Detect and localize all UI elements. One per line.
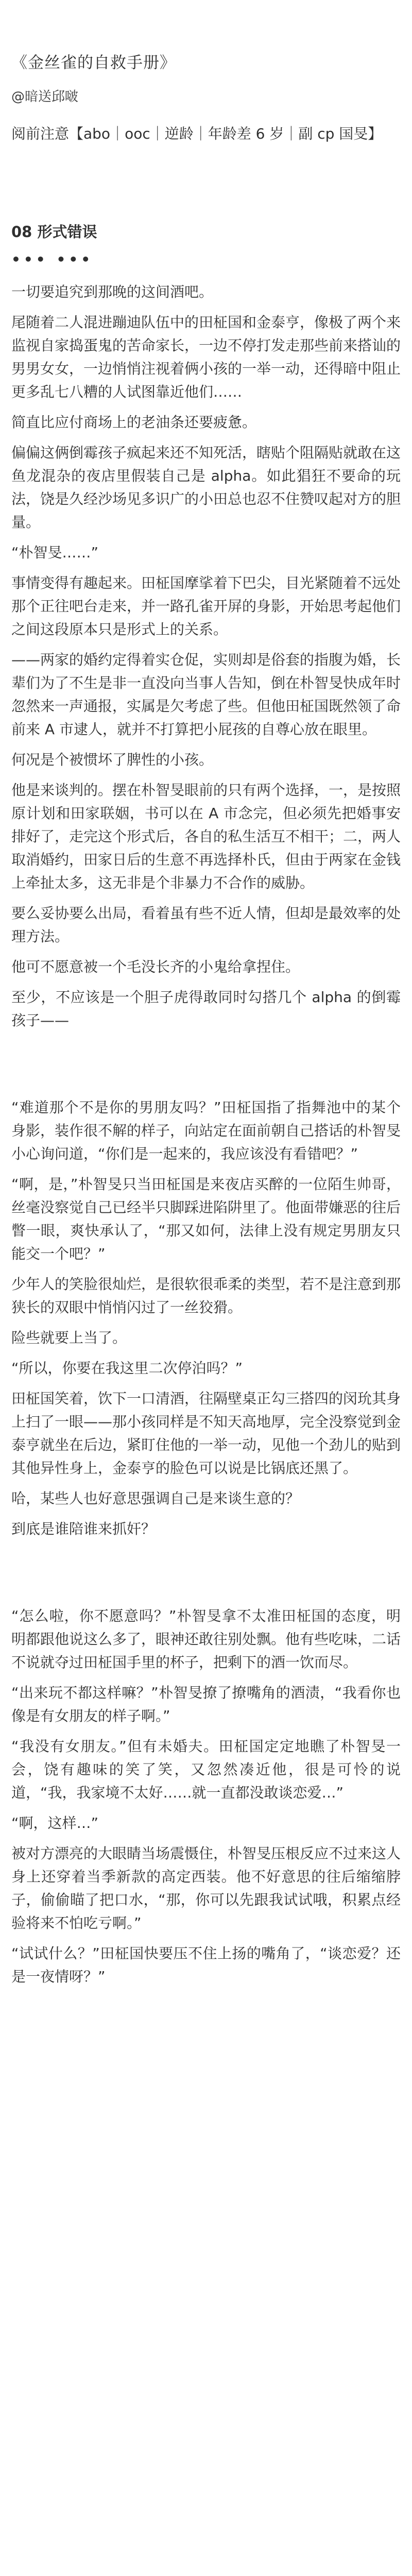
paragraph: 要么妥协要么出局，看着虽有些不近人情，但却是最效率的处理方法。: [11, 905, 401, 945]
paragraph: “出来玩不都这样嘛？”朴智旻撩了撩嘴角的酒渍，“我看你也像是有女朋友的样子啊。”: [11, 1684, 401, 1724]
paragraph: 简直比应付商场上的老油条还要疲惫。: [11, 414, 257, 431]
chapter-heading: 08 形式错误: [11, 223, 97, 241]
section-gap: [11, 1039, 401, 1096]
paragraph: 田柾国笑着，饮下一口清酒，往隔壁桌正勾三搭四的闵玧其身上扫了一眼——那小孩同样是不知天高地厚，完全没察觉到金泰亨就坐在后边，紧盯住他的一举一动，见他一个劲儿的贴到其他异性身上，金泰亨的脸色可以说是比锅底还黑了。: [11, 1390, 401, 1477]
paragraph: 他是来谈判的。摆在朴智旻眼前的只有两个选择，一，是按照原计划和田家联姻，书可以在 A 市念完，但必须先把婚事安排好了，走完这个形式后，各自的私生活互不相干；二，两人取消婚约，田家日后的生意不再选择朴氏，但由于两家在金钱上牵扯太多，这无非是个非暴力不合作的威胁。: [11, 782, 401, 891]
body-section-3: [11, 1604, 401, 1988]
paragraph: “难道那个不是你的男朋友吗？”田柾国指了指舞池中的某个身影，装作很不解的样子，向站定在面前朝自己搭话的朴智旻小心询问道，“你们是一起来的，我应该没有看错吧？”: [11, 1099, 401, 1162]
paragraph: 险些就要上当了。: [11, 1329, 127, 1346]
reading-notice: 阅前注意【abo｜ooc｜逆龄｜年龄差 6 岁｜副 cp 国旻】: [11, 125, 383, 142]
paragraph: 尾随着二人混进蹦迪队伍中的田柾国和金泰亨，像极了两个来监视自家捣蛋鬼的苦命家长，一边不停打发走那些前来搭讪的男男女女，一边悄悄注视着俩小孩的一举一动，还得暗中阻止更多乱七八糟的人试图靠近他们……: [11, 314, 401, 400]
paragraph: “怎么啦，你不愿意吗？”朴智旻拿不太准田柾国的态度，明明都跟他说这么多了，眼神还敢往别处飘。他有些吃味，二话不说就夺过田柾国手里的杯子，把剩下的酒一饮而尽。: [11, 1607, 401, 1671]
paragraph: ——两家的婚约定得着实仓促，实则却是俗套的指腹为婚，长辈们为了不生是非一直没向当事人告知，倒在朴智旻快成年时忽然来一声通报，实属是欠考虑了些。但他田柾国既然领了命前来 A 市逮人，就并不打算把小屁孩的自尊心放在眼里。: [11, 651, 401, 738]
paragraph: 被对方漂亮的大眼睛当场震慑住，朴智旻压根反应不过来这人身上还穿着当季新款的高定西装。他不好意思的往后缩缩脖子，偷偷瞄了把口水，“那，你可以先跟我试试哦，积累点经验将来不怕吃亏啊。”: [11, 1845, 401, 1931]
paragraph: “啊，是，”朴智旻只当田柾国是来夜店买醉的一位陌生帅哥，丝毫没察觉自己已经半只脚踩进陷阱里了。他面带嫌恶的往后瞥一眼，爽快承认了，“那又如何，法律上没有规定男朋友只能交一个吧？”: [11, 1176, 401, 1262]
paragraph: 偏偏这俩倒霉孩子疯起来还不知死活，瞎贴个阻隔贴就敢在这鱼龙混杂的夜店里假装自己是 alpha。如此猖狂不要命的玩法，饶是久经沙场见多识广的小田总也忍不住赞叹起对方的胆量。: [11, 444, 401, 531]
paragraph: 哈，某些人也好意思强调自己是来谈生意的？: [11, 1490, 300, 1507]
paragraph: 一切要追究到那晚的这间酒吧。: [11, 283, 214, 300]
paragraph: 至少，不应该是一个胆子虎得敢同时勾搭几个 alpha 的倒霉孩子——: [11, 989, 401, 1029]
paragraph: 何况是个被惯坏了脾性的小孩。: [11, 751, 214, 768]
paragraph: 他可不愿意被一个毛没长齐的小鬼给拿捏住。: [11, 958, 300, 975]
paragraph: “所以，你要在我这里二次停泊吗？”: [11, 1360, 243, 1377]
paragraph: “啊，这样…”: [11, 1815, 99, 1832]
body-section-2: [11, 1096, 401, 1540]
section-gap: [11, 1548, 401, 1604]
body-section-1: [11, 280, 401, 1032]
author-handle[interactable]: @暗送邱啵: [11, 89, 79, 105]
section-divider: ••• •••: [11, 251, 94, 268]
paragraph: 事情变得有趣起来。田柾国摩挲着下巴尖，目光紧随着不远处那个正往吧台走来，并一路孔雀开屏的身影，开始思考起他们之间这段原本只是形式上的关系。: [11, 574, 401, 638]
paragraph: “试试什么？”田柾国快要压不住上扬的嘴角了，“谈恋爱？还是一夜情呀？”: [11, 1945, 401, 1985]
paragraph: “朴智旻……”: [11, 544, 99, 561]
story-title: 《金丝雀的自救手册》: [11, 54, 176, 72]
paragraph: “我没有女朋友。”但有未婚夫。田柾国定定地瞧了朴智旻一会，饶有趣味的笑了笑，又忽然凑近他，很是可怜的说道，“我，我家境不太好……就一直都没敢谈恋爱…”: [11, 1738, 401, 1801]
paragraph: 少年人的笑脸很灿烂，是很软很乖柔的类型，若不是注意到那狭长的双眼中悄悄闪过了一丝狡猾。: [11, 1276, 401, 1316]
paragraph: 到底是谁陪谁来抓奸？: [11, 1520, 156, 1537]
